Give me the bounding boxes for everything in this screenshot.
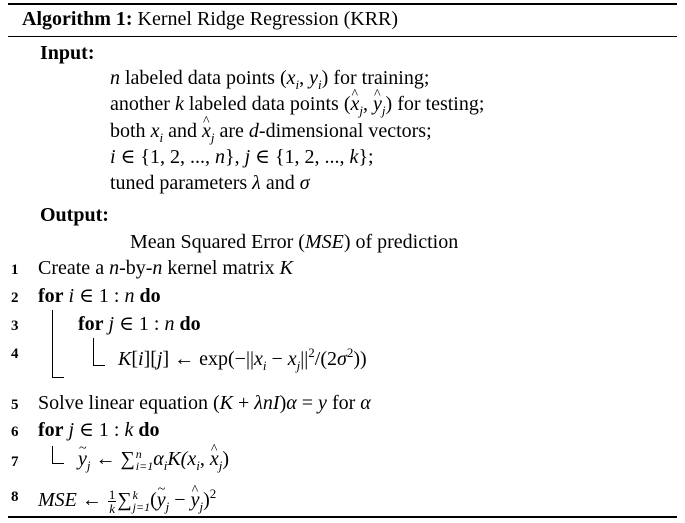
input-line-1: n labeled data points ($x_i$, $y_i$) for training;: [110, 67, 430, 92]
line-number-2: 2: [11, 290, 19, 306]
line-number-3: 3: [11, 318, 19, 334]
line-number-1: 1: [11, 262, 19, 278]
outer-loop-bar: [52, 310, 53, 378]
step-8: MSE ← $\frac{1}{k}$ ∑ k j=1 (y $\sim_j - y$ $\^{}_j)^2$: [38, 482, 216, 519]
algorithm-label: Algorithm 1:: [22, 8, 133, 30]
line-number-4: 4: [11, 346, 19, 362]
input-line-2: another k labeled data points (x $\^{}_j$, y $\^{}_j$) for testing;: [110, 92, 484, 123]
input-heading: Input:: [40, 42, 95, 64]
top-rule: [8, 3, 677, 5]
algorithm-title: [22, 7, 398, 31]
step-2: for i ∈ 1 : n do: [38, 285, 161, 307]
header-rule: [8, 36, 677, 37]
outer-loop-end: [52, 377, 64, 378]
algorithm-name: Kernel Ridge Regression (KRR): [137, 8, 399, 30]
step-6: for j ∈ 1 : k do: [38, 419, 160, 441]
line-number-5: 5: [11, 397, 19, 413]
loop-6-bar: [52, 446, 53, 464]
step-4: K[i][j] ← $\exp(-||x_i - x_j||^2/(2\sigma^2))$: [118, 345, 367, 373]
line-number-7: 7: [11, 454, 19, 470]
inner-loop-end: [93, 365, 105, 366]
output-heading: Output:: [40, 204, 109, 226]
output-line: Mean Squared Error (MSE) of prediction: [130, 231, 459, 253]
line-number-6: 6: [11, 424, 19, 440]
inner-loop-bar: [93, 338, 94, 366]
line-number-8: 8: [11, 489, 19, 505]
loop-6-end: [52, 463, 64, 464]
step-1: Create a n-by-n kernel matrix K: [38, 257, 293, 279]
input-line-3: both $x_i$ and x $\^{}_j$ are d-dimensional vectors;: [110, 119, 432, 150]
step-7: y $\sim_j$ ← ∑ n i=1 $\alpha_iK(x_i$, x $\^{}_j$): [78, 447, 229, 478]
step-5: Solve linear equation (K + λnI)α = y for α: [38, 392, 371, 414]
input-line-4: i ∈ {1, 2, ..., n}, j ∈ {1, 2, ..., k};: [110, 146, 374, 168]
input-line-5: tuned parameters λ and σ: [110, 172, 310, 194]
step-3: for j ∈ 1 : n do: [78, 313, 201, 335]
